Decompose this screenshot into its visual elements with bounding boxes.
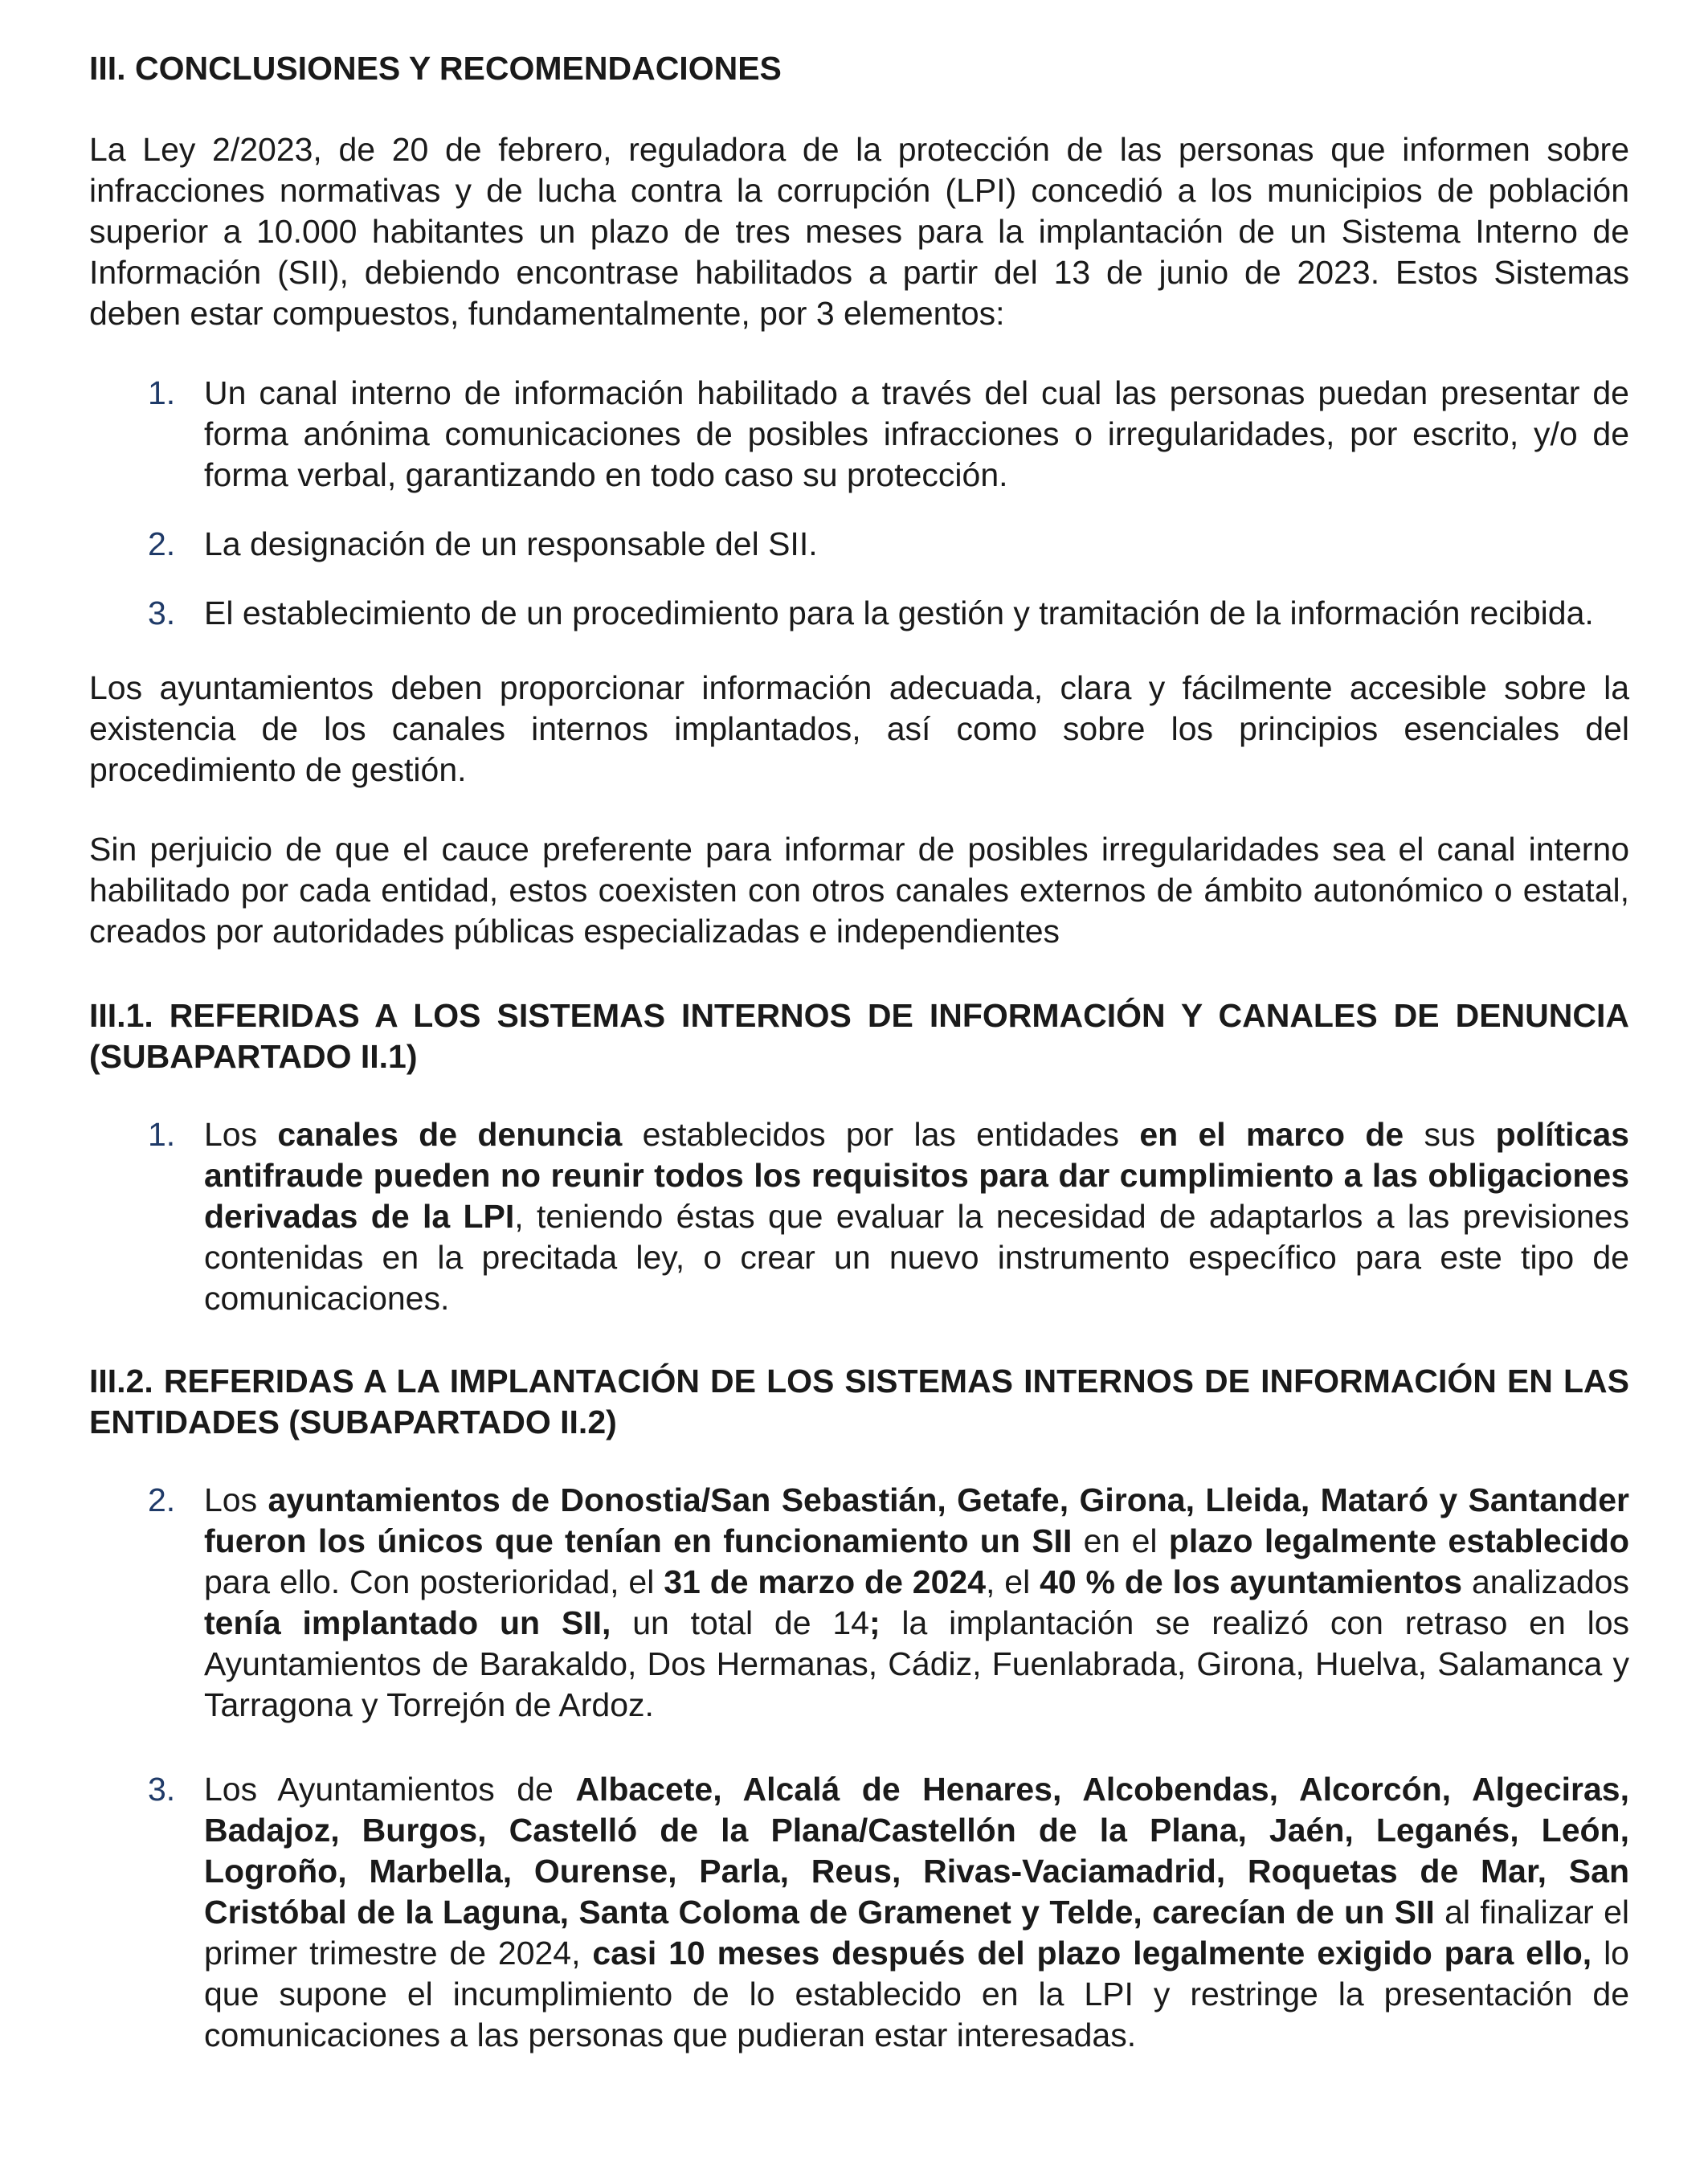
list-number: 1. — [148, 374, 176, 411]
bold-run: Albacete, Alcalá de Henares, Alcobendas, Alcorcón, Algeciras, Badajoz, Burgos, Castelló de la Plana/Castellón de la Plana, Jaén, Leganés, León, Logroño, Marbella, Ourense, Parla, Reus, Rivas-Vaciamadrid, Roquetas de Mar, San Cristóbal de la Laguna, Santa Coloma de Gramenet y Telde, carecían de un SII — [204, 1771, 1630, 1931]
text-run: lo que supone el incumplimiento de lo establecido en la LPI y restringe la presentación de comunicaciones a las personas que pudieran estar interesadas. — [204, 1935, 1629, 2053]
text-run: al finalizar el primer trimestre de 2024, — [204, 1894, 1629, 1972]
section-title: III. CONCLUSIONES Y RECOMENDACIONES — [89, 50, 782, 87]
document-page — [89, 48, 1629, 2090]
text-run: Los — [204, 1481, 268, 1518]
list-number: 2. — [148, 525, 176, 562]
list-item-text — [204, 1114, 1629, 1319]
bold-run: plazo legalmente establecido — [1168, 1522, 1629, 1559]
list-number: 3. — [148, 1771, 176, 1808]
obligations-paragraph: Los ayuntamientos deben proporcionar información adecuada, clara y fácilmente accesible sobre la existencia de los canales internos implantados, así como sobre los principios esenciales del procedimiento de gestión. — [89, 669, 1629, 788]
list-item — [89, 1114, 1629, 1319]
elements-list — [89, 373, 1629, 634]
bold-run: canales de denuncia — [277, 1116, 623, 1153]
list-item-text: El establecimiento de un procedimiento para la gestión y tramitación de la información recibida. — [204, 595, 1594, 631]
text-run: analizados — [1462, 1563, 1629, 1600]
subsection-1-title: III.1. REFERIDAS A LOS SISTEMAS INTERNOS DE INFORMACIÓN Y CANALES DE DENUNCIA (SUBAPARTADO II.1) — [89, 997, 1629, 1075]
text-run: Los Ayuntamientos de — [204, 1771, 576, 1808]
text-run: , el — [986, 1563, 1040, 1600]
list-item — [89, 373, 1629, 496]
text-run: en el — [1072, 1522, 1169, 1559]
external-channels-paragraph: Sin perjuicio de que el cauce preferente para informar de posibles irregularidades sea el canal interno habilitado por cada entidad, estos coexisten con otros canales externos de ámbito autonómico o estatal, creados por autoridades públicas especializadas e independientes — [89, 831, 1629, 950]
list-item-text — [204, 1769, 1629, 2056]
bold-run: 40 % de los ayuntamientos — [1040, 1563, 1463, 1600]
text-run: , teniendo éstas que evaluar la necesidad de adaptarlos a las previsiones contenidas en la precitada ley, o crear un nuevo instrumento específico para este tipo de comunicaciones. — [204, 1198, 1629, 1317]
list-item-text: La designación de un responsable del SII. — [204, 525, 818, 562]
subsection-2-list — [89, 1480, 1629, 2056]
list-item-text — [204, 1480, 1629, 1726]
text-run: sus — [1404, 1116, 1496, 1153]
list-item — [89, 524, 1629, 565]
text-run: la implantación se realizó con retraso en los Ayuntamientos de Barakaldo, Dos Hermanas, Cádiz, Fuenlabrada, Girona, Huelva, Salamanca y Tarragona y Torrejón de Ardoz. — [204, 1604, 1630, 1723]
list-number: 3. — [148, 595, 176, 631]
bold-run: ayuntamientos de Donostia/San Sebastián, Getafe, Girona, Lleida, Mataró y Santander fueron los únicos que tenían en funcionamiento un SII — [204, 1481, 1630, 1559]
list-number: 2. — [148, 1481, 176, 1518]
intro-paragraph: La Ley 2/2023, de 20 de febrero, reguladora de la protección de las personas que informen sobre infracciones normativas y de lucha contra la corrupción (LPI) concedió a los municipios de población superior a 10.000 habitantes un plazo de tres meses para la implantación de un Sistema Interno de Información (SII), debiendo encontrase habilitados a partir del 13 de junio de 2023. Estos Sistemas deben estar compuestos, fundamentalmente, por 3 elementos: — [89, 131, 1629, 332]
subsection-2-title: III.2. REFERIDAS A LA IMPLANTACIÓN DE LOS SISTEMAS INTERNOS DE INFORMACIÓN EN LAS ENTIDADES (SUBAPARTADO II.2) — [89, 1363, 1629, 1440]
subsection-1-list — [89, 1114, 1629, 1319]
list-item — [89, 593, 1629, 634]
list-item-text: Un canal interno de información habilitado a través del cual las personas puedan presentar de forma anónima comunicaciones de posibles infracciones o irregularidades, por escrito, y/o de forma verbal, garantizando en todo caso su protección. — [204, 374, 1629, 493]
bold-run: tenía implantado un SII, — [204, 1604, 611, 1641]
text-run: establecidos por las entidades — [622, 1116, 1140, 1153]
bold-run: ; — [868, 1604, 881, 1641]
bold-run: 31 de marzo de 2024 — [664, 1563, 986, 1600]
list-item — [89, 1769, 1629, 2056]
bold-run: políticas antifraude pueden no reunir todos los requisitos para dar cumplimiento a las obligaciones derivadas de la LPI — [204, 1116, 1629, 1235]
bold-run: casi 10 meses después del plazo legalmente exigido para ello, — [592, 1935, 1592, 1972]
text-run: Los — [204, 1116, 278, 1153]
list-number: 1. — [148, 1116, 176, 1153]
bold-run: en el marco de — [1139, 1116, 1404, 1153]
list-item — [89, 1480, 1629, 1726]
text-run: un total de 14 — [611, 1604, 869, 1641]
text-run: para ello. Con posterioridad, el — [204, 1563, 664, 1600]
